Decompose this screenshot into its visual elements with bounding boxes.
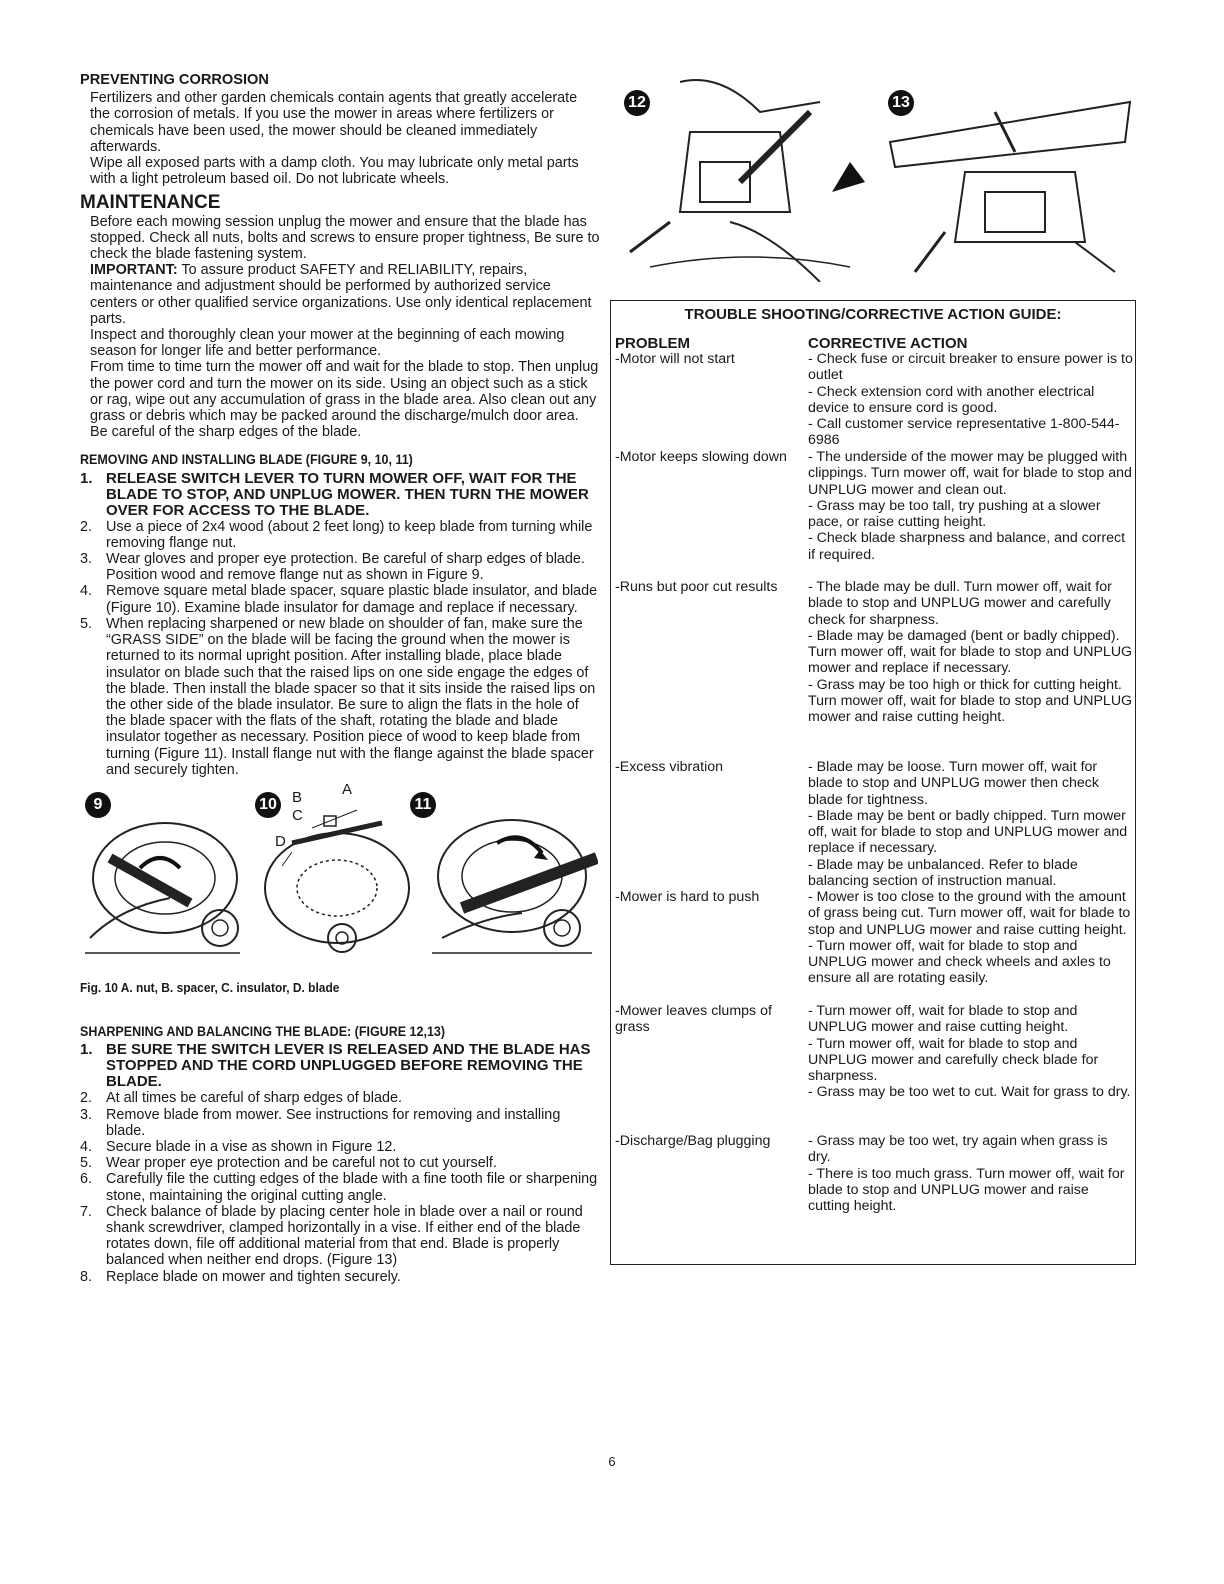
problem-excess-vibration: -Excess vibration [615,759,724,775]
actions-bag-plugging: - Grass may be too wet, try again when grass is dry. - There is too much grass. Turn mower off, wait for blade to stop and UNPLUG mower and raise cutting height. [808,1133,1125,1215]
figure-12-badge: 12 [624,90,650,116]
list-item: 2. Use a piece of 2x4 wood (about 2 feet long) to keep blade from turning while removing flange nut. [80,518,593,551]
sharpening-heading: SHARPENING AND BALANCING THE BLADE: (FIGURE 12,13) [80,1024,446,1040]
actions-poor-cut: - The blade may be dull. Turn mower off, wait for blade to stop and UNPLUG mower and carefully check for sharpness. - Blade may be damaged (bent or badly chipped). Turn mower off, wait for blade to stop and UNPLUG mower and replace if necessary. - Grass may be too high or thick for cutting height. Turn mower off, wait for blade to stop and UNPLUG mower and raise cutting height. [808,579,1133,726]
figure-12-illustration [610,72,880,282]
label-c: C [292,806,303,824]
figure-11-illustration [422,788,598,964]
figure-9-badge: 9 [85,792,111,818]
corrosion-heading: PREVENTING CORROSION [80,72,269,88]
problem-header: PROBLEM [615,335,690,352]
list-item: 4. Remove square metal blade spacer, square plastic blade insulator, and blade (Figure 10). Examine blade insulator for damage and replace if necessary. [80,583,598,616]
problem-motor-not-start: -Motor will not start [615,351,735,367]
figure-10-illustration [252,788,422,964]
label-b: B [292,788,303,806]
removing-steps [80,471,600,778]
left-column [80,72,600,1285]
label-d: D [275,832,286,850]
problem-poor-cut: -Runs but poor cut results [615,579,778,595]
list-item: 7. Check balance of blade by placing center hole in blade over a nail or round shank screwdriver, clamped horizontally in a vise. If either end of the blade rotates down, file off additional material from that end. Blade is properly balanced when neither end drops. (Figure 13) [80,1203,583,1269]
list-item: 5. When replacing sharpened or new blade on shoulder of fan, make sure the “GRASS SIDE” on the blade will be facing the ground when the mower is returned to its normal upright position. After installing blade, place blade insulator on blade such that the raised lips on one side engage the edges of the blade. Then install the blade spacer so that it sits inside the raised lips on the other side of the blade insulator. Be sure to align the flats in the hole of the blade spacer with the flats of the shaft, rotating the blade and blade insulator together as necessary. Position piece of wood to keep blade from turning (Figure 11). Install flange nut with the flange against the blade spacer and securely tighten. [80,615,596,778]
label-a: A [342,780,353,798]
corrosion-paragraph-1: Fertilizers and other garden chemicals contain agents that greatly accelerate the corrosion of metals. If you use the mower in areas where fertilizers or chemicals have been used, the mower should be cleaned immediately afterwards. [90,90,578,155]
figure-10-caption: Fig. 10 A. nut, B. spacer, C. insulator, D. blade [80,979,340,995]
list-item: 2. At all times be careful of sharp edges of blade. [80,1090,402,1107]
actions-hard-to-push: - Mower is too close to the ground with the amount of grass being cut. Turn mower off, wait for blade to stop and UNPLUG mower and raise cutting height. - Turn mower off, wait for blade to stop and UNPLUG mower and check wheels and axles to ensure all are rotating easily. [808,889,1131,987]
maintenance-heading: MAINTENANCE [80,192,221,214]
actions-leaves-clumps: - Turn mower off, wait for blade to stop and UNPLUG mower and raise cutting height. - Turn mower off, wait for blade to stop and UNPLUG mower and carefully check blade for sharpness. - Grass may be too wet to cut. Wait for grass to dry. [808,1003,1131,1101]
problem-hard-to-push: -Mower is hard to push [615,889,760,905]
problem-bag-plugging: -Discharge/Bag plugging [615,1133,771,1149]
troubleshooting-title: TROUBLE SHOOTING/CORRECTIVE ACTION GUIDE: [684,306,1062,323]
figure-11-badge: 11 [410,792,436,818]
figure-10-badge: 10 [255,792,281,818]
list-item: 6. Carefully file the cutting edges of the blade with a fine tooth file or sharpening stone, maintaining the original cutting angle. [80,1171,598,1204]
figure-13-badge: 13 [888,90,914,116]
sharpening-steps [80,1042,600,1284]
corrective-action-header: CORRECTIVE ACTION [808,335,968,352]
list-item: 3. Remove blade from mower. See instructions for removing and installing blade. [80,1106,561,1139]
corrosion-paragraph-2: Wipe all exposed parts with a damp cloth. You may lubricate only metal parts with a light petroleum based oil. Do not lubricate wheels. [90,155,579,188]
list-item: 3. Wear gloves and proper eye protection. Be careful of sharp edges of blade. Position wood and remove flange nut as shown in Figure 9. [80,551,585,584]
actions-motor-slowing: - The underside of the mower may be plugged with clippings. Turn mower off, wait for blade to stop and UNPLUG mower and clean out. - Grass may be too tall, try pushing at a slower pace, or raise cutting height. - Check blade sharpness and balance, and correct if required. [808,449,1132,563]
figures-9-10-11 [80,780,600,974]
actions-excess-vibration: - Blade may be loose. Turn mower off, wait for blade to stop and UNPLUG mower then check blade for tightness. - Blade may be bent or badly chipped. Turn mower off, wait for blade to stop and UNPLUG mower and replace if necessary. - Blade may be unbalanced. Refer to blade balancing section of instruction manual. [808,759,1128,890]
maintenance-paragraph-3: Inspect and thoroughly clean your mower at the beginning of each mowing season for longer life and better performance. [90,327,565,360]
important-label: IMPORTANT: [90,262,178,279]
list-item: 5. Wear proper eye protection and be careful not to cut yourself. [80,1155,497,1172]
important-text: To assure product SAFETY and RELIABILITY, repairs, maintenance and adjustment should be performed by authorized service centers or other qualified service organizations. Use only identical replacement parts. [90,262,592,327]
problem-leaves-clumps: -Mower leaves clumps of grass [615,1003,772,1036]
figures-12-13 [610,72,1136,282]
figure-13-illustration [875,72,1135,282]
maintenance-paragraph-1: Before each mowing session unplug the mower and ensure that the blade has stopped. Check all nuts, bolts and screws to ensure proper tightness, Be sure to check the blade fastening system. [90,213,600,263]
right-column [610,72,1136,1215]
page-number: 6 [608,1454,616,1469]
list-item: 8. Replace blade on mower and tighten securely. [80,1268,401,1285]
list-item: 4. Secure blade in a vise as shown in Figure 12. [80,1138,397,1155]
list-item: 1. RELEASE SWITCH LEVER TO TURN MOWER OFF, WAIT FOR THE BLADE TO STOP, AND UNPLUG MOWER. THEN TURN THE MOWER OVER FOR ACCESS TO THE BLADE. [80,469,589,519]
removing-heading: REMOVING AND INSTALLING BLADE (FIGURE 9, 10, 11) [80,452,413,468]
maintenance-paragraph-4: From time to time turn the mower off and wait for the blade to stop. Then unplug the power cord and turn the mower on its side. Using an object such as a stick or rag, wipe out any accumulation of grass in the blade area. Also clean out any grass or debris which may be packed around the discharge/mulch door area. Be careful of the sharp edges of the blade. [90,359,599,441]
list-item: 1. BE SURE THE SWITCH LEVER IS RELEASED AND THE BLADE HAS STOPPED AND THE CORD UNPLUGGED BEFORE REMOVING THE BLADE. [80,1041,591,1091]
problem-motor-slowing: -Motor keeps slowing down [615,449,787,465]
troubleshooting-box [610,300,1136,1265]
maintenance-important [90,262,600,327]
actions-motor-not-start: - Check fuse or circuit breaker to ensure power is to outlet - Check extension cord with another electrical device to ensure cord is good. - Call customer service representative 1-800-544-6986 [808,351,1133,449]
